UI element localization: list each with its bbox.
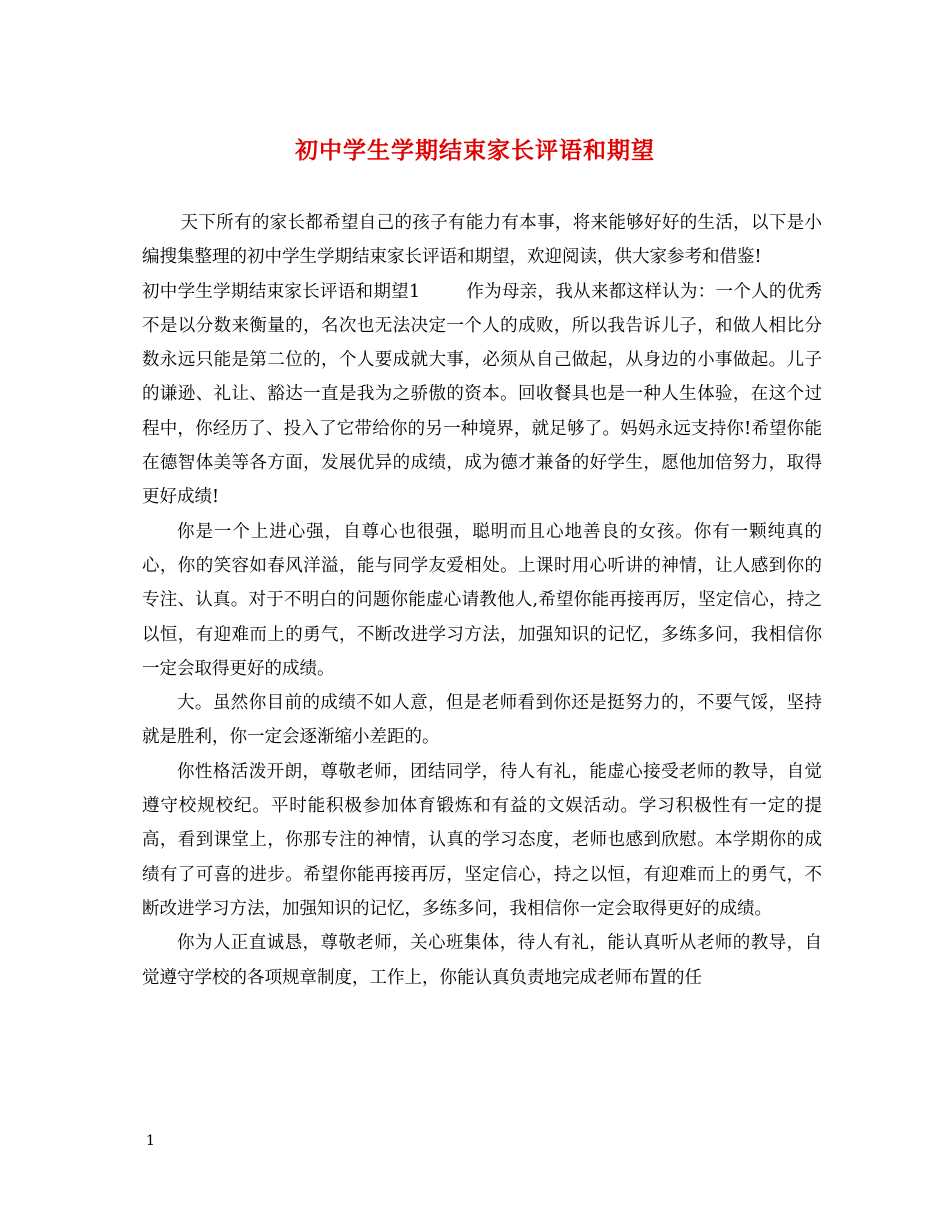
paragraph-2: 你是一个上进心强，自尊心也很强，聪明而且心地善良的女孩。你有一颗纯真的心，你的笑容如春风洋溢，能与同学友爱相处。上课时用心听讲的神情，让人感到你的专注、认真。对于不明白的问题你能虚心请教他人,希望你能再接再厉，坚定信心，持之以恒，有迎难而上的勇气，不断改进学习方法，加强知识的记忆，多练多问，我相信你一定会取得更好的成绩。 (142, 521, 822, 679)
section-heading: 初中学生学期结束家长评语和期望1 (142, 281, 421, 302)
paragraph-1: 作为母亲，我从来都这样认为：一个人的优秀不是以分数来衡量的，名次也无法决定一个人的成败，所以我告诉儿子，和做人相比分数永远只能是第二位的，个人要成就大事，必须从自己做起，从身边的小事做起。儿子的谦逊、礼让、豁达一直是我为之骄傲的资本。回收餐具也是一种人生体验，在这个过程中，你经历了、投入了它带给你的另一种境界，就足够了。妈妈永远支持你!希望你能在德智体美等各方面，发展优异的成绩，成为德才兼备的好学生，愿他加倍努力，取得更好成绩! (142, 281, 822, 508)
document-body (142, 206, 822, 995)
paragraph-5: 你为人正直诚恳，尊敬老师，关心班集体，待人有礼，能认真听从老师的教导，自觉遵守学校的各项规章制度，工作上，你能认真负责地完成老师布置的任 (142, 933, 822, 988)
intro-paragraph: 天下所有的家长都希望自己的孩子有能力有本事，将来能够好好的生活，以下是小编搜集整理的初中学生学期结束家长评语和期望，欢迎阅读，供大家参考和借鉴! (142, 213, 822, 268)
paragraph-4: 你性格活泼开朗，尊敬老师，团结同学，待人有礼，能虚心接受老师的教导，自觉遵守校规校纪。平时能积极参加体育锻炼和有益的文娱活动。学习积极性有一定的提高，看到课堂上，你那专注的神情，认真的学习态度，老师也感到欣慰。本学期你的成绩有了可喜的进步。希望你能再接再厉，坚定信心，持之以恒，有迎难而上的勇气，不断改进学习方法，加强知识的记忆，多练多问，我相信你一定会取得更好的成绩。 (142, 761, 822, 919)
paragraph-3: 大。虽然你目前的成绩不如人意，但是老师看到你还是挺努力的，不要气馁，坚持就是胜利，你一定会逐渐缩小差距的。 (142, 693, 822, 748)
document-title: 初中学生学期结束家长评语和期望 (295, 137, 655, 164)
section-paragraph (142, 275, 822, 515)
page-number: 1 (146, 1133, 155, 1149)
